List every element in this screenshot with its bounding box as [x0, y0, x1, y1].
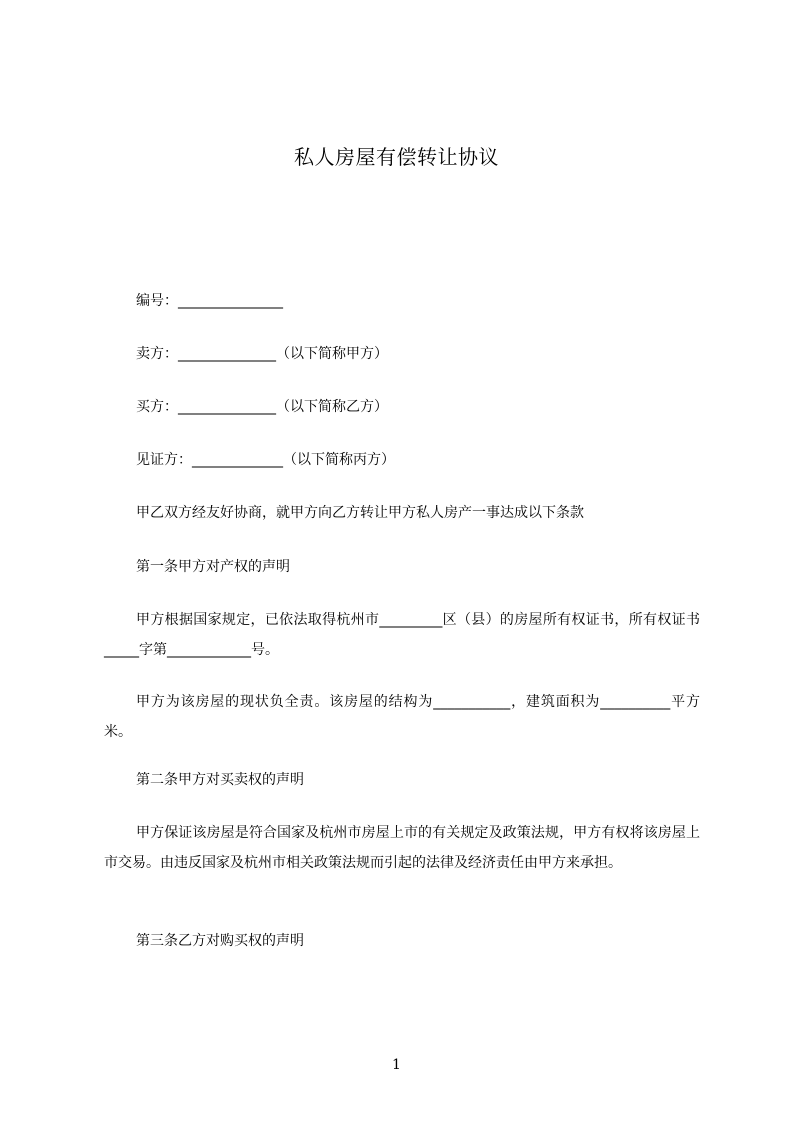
- page-number: 1: [392, 1057, 401, 1073]
- intro-text: 甲乙双方经友好协商，就甲方向乙方转让甲方私人房产一事达成以下条款: [136, 505, 584, 521]
- field-number: 编号：_______________: [136, 293, 283, 309]
- article-1-paragraph-1: 甲方根据国家规定，已依法取得杭州市_________区（县）的房屋所有权证书，所有权证书_____字第____________号。: [104, 612, 700, 658]
- article-2-heading: 第二条甲方对买卖权的声明: [136, 772, 304, 788]
- article-3-heading: 第三条乙方对购买权的声明: [136, 933, 304, 949]
- field-witness: 见证方：_____________（以下简称丙方）: [136, 452, 395, 468]
- field-buyer: 买方：______________（以下简称乙方）: [136, 399, 388, 415]
- article-1-paragraph-2: 甲方为该房屋的现状负全责。该房屋的结构为___________，建筑面积为__________平方米。: [104, 694, 700, 740]
- page-title: 私人房屋有偿转让协议: [294, 145, 499, 169]
- field-seller: 卖方：______________（以下简称甲方）: [136, 346, 388, 362]
- article-2-paragraph-1: 甲方保证该房屋是符合国家及杭州市房屋上市的有关规定及政策法规，甲方有权将该房屋上市交易。由违反国家及杭州市相关政策法规而引起的法律及经济责任由甲方来承担。: [104, 825, 700, 871]
- article-1-heading: 第一条甲方对产权的声明: [136, 559, 290, 575]
